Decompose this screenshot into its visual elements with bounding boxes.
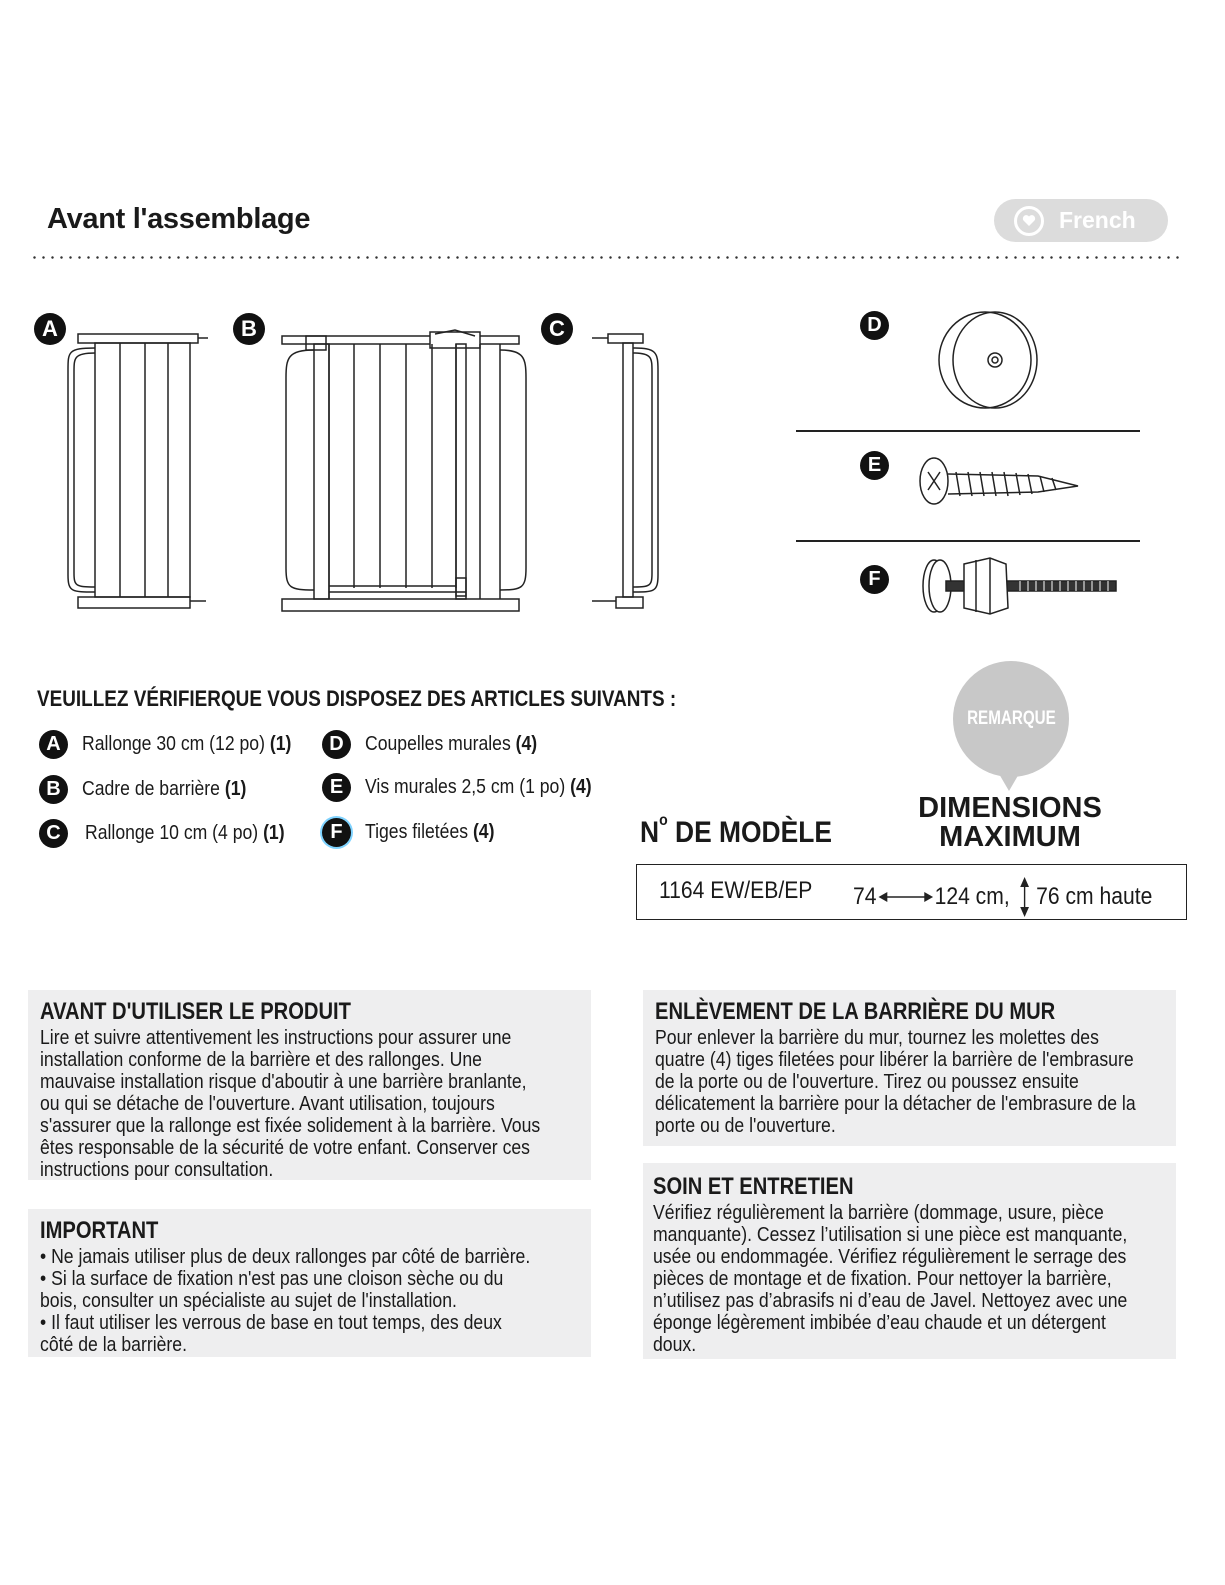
extension-10cm-illustration <box>590 330 670 620</box>
extension-30cm-illustration <box>60 330 220 620</box>
letter-badge: F <box>322 818 351 847</box>
section-title: ENLÈVEMENT DE LA BARRIÈRE DU MUR <box>655 998 1056 1025</box>
dotted-divider <box>30 256 1180 259</box>
checklist-heading: VEUILLEZ VÉRIFIERQUE VOUS DISPOSEZ DES ARTICLES SUIVANTS : <box>37 686 677 711</box>
gate-frame-illustration <box>270 328 535 618</box>
model-dimensions: 74 124 cm, 76 cm haute <box>853 877 1152 917</box>
part-badge-e: E <box>860 451 889 480</box>
section-title: SOIN ET ENTRETIEN <box>653 1173 854 1200</box>
note-label: REMARQUE <box>966 708 1056 729</box>
horizontal-arrow-icon <box>878 890 933 904</box>
page-title: Avant l'assemblage <box>47 203 311 235</box>
part-badge-b: B <box>233 313 265 345</box>
part-badge-d: D <box>860 311 889 340</box>
letter-badge: C <box>39 819 68 848</box>
section-enlevement: ENLÈVEMENT DE LA BARRIÈRE DU MUR Pour enlever la barrière du mur, tournez les molettes des quatre (4) tiges filetées pour libérer la barrière de l'embrasure de la porte ou de l'ouverture. Tirez ou poussez ensuite délicatement la barrière pour la détacher de l'embrasure de la porte ou de l'ouverture. <box>643 990 1176 1146</box>
parts-divider <box>796 430 1140 432</box>
part-badge-c: C <box>541 313 573 345</box>
part-badge-a: A <box>34 313 66 345</box>
model-spec-table <box>636 864 1187 920</box>
wall-screw-illustration <box>918 456 1083 511</box>
section-avant: AVANT D'UTILISER LE PRODUIT Lire et suivre attentivement les instructions pour assurer une installation conforme de la barrière et des rallonges. Une mauvaise installation risque d'aboutir à une barrière branlante, ou qui se détache de l'ouverture. Avant utilisation, toujours s'assurer que la rallonge est fixée solidement à la barrière. Vous êtes responsable de la sécurité de votre enfant. Conserver ces instructions pour consultation. <box>28 990 591 1180</box>
section-title: AVANT D'UTILISER LE PRODUIT <box>40 998 351 1025</box>
checklist-item: D Coupelles murales (4) <box>322 730 561 759</box>
heart-icon <box>1014 206 1044 236</box>
section-important: IMPORTANT • Ne jamais utiliser plus de deux rallonges par côté de barrière. • Si la surface de fixation n'est pas une cloison sèche ou du bois, consulter un spécialiste au sujet de l'installation. • Il faut utiliser les verrous de base en tout temps, des deux côté de la barrière. <box>28 1209 591 1357</box>
threaded-spindle-illustration <box>920 554 1120 619</box>
note-bubble <box>953 661 1069 777</box>
model-number: 1164 EW/EB/EP <box>659 877 813 904</box>
language-badge <box>994 199 1168 242</box>
dimensions-heading: DIMENSIONS MAXIMUM <box>918 792 1102 853</box>
vertical-arrow-icon <box>1019 877 1031 917</box>
wall-cup-illustration <box>935 306 1045 416</box>
checklist-item: A Rallonge 30 cm (12 po) (1) <box>39 730 320 759</box>
section-title: IMPORTANT <box>40 1217 159 1244</box>
checklist-item: F Tiges filetées (4) <box>322 818 512 847</box>
letter-badge: B <box>39 775 68 804</box>
letter-badge: D <box>322 730 351 759</box>
language-label: French <box>1059 207 1136 233</box>
model-heading: $N^o$ DE MODÈLE <box>640 812 832 849</box>
parts-divider <box>796 540 1140 542</box>
section-soin: SOIN ET ENTRETIEN Vérifiez régulièrement la barrière (dommage, usure, pièce manquante). Cessez l’utilisation si une pièce est manquante, usée ou endommagée. Vérifiez régulièrement le serrage des pièces de montage et de fixation. Pour nettoyer la barrière, n’utilisez pas d’abrasifs ni d’eau de Javel. Nettoyez avec une éponge légèrement imbibée d’eau chaude et un détergent doux. <box>643 1163 1176 1359</box>
checklist-item: B Cadre de barrière (1) <box>39 775 269 804</box>
checklist-item: C Rallonge 10 cm (4 po) (1) <box>39 819 312 848</box>
note-bubble-tail <box>995 767 1023 791</box>
letter-badge: A <box>39 730 68 759</box>
checklist-item: E Vis murales 2,5 cm (1 po) (4) <box>322 773 623 802</box>
letter-badge: E <box>322 773 351 802</box>
part-badge-f: F <box>860 565 889 594</box>
